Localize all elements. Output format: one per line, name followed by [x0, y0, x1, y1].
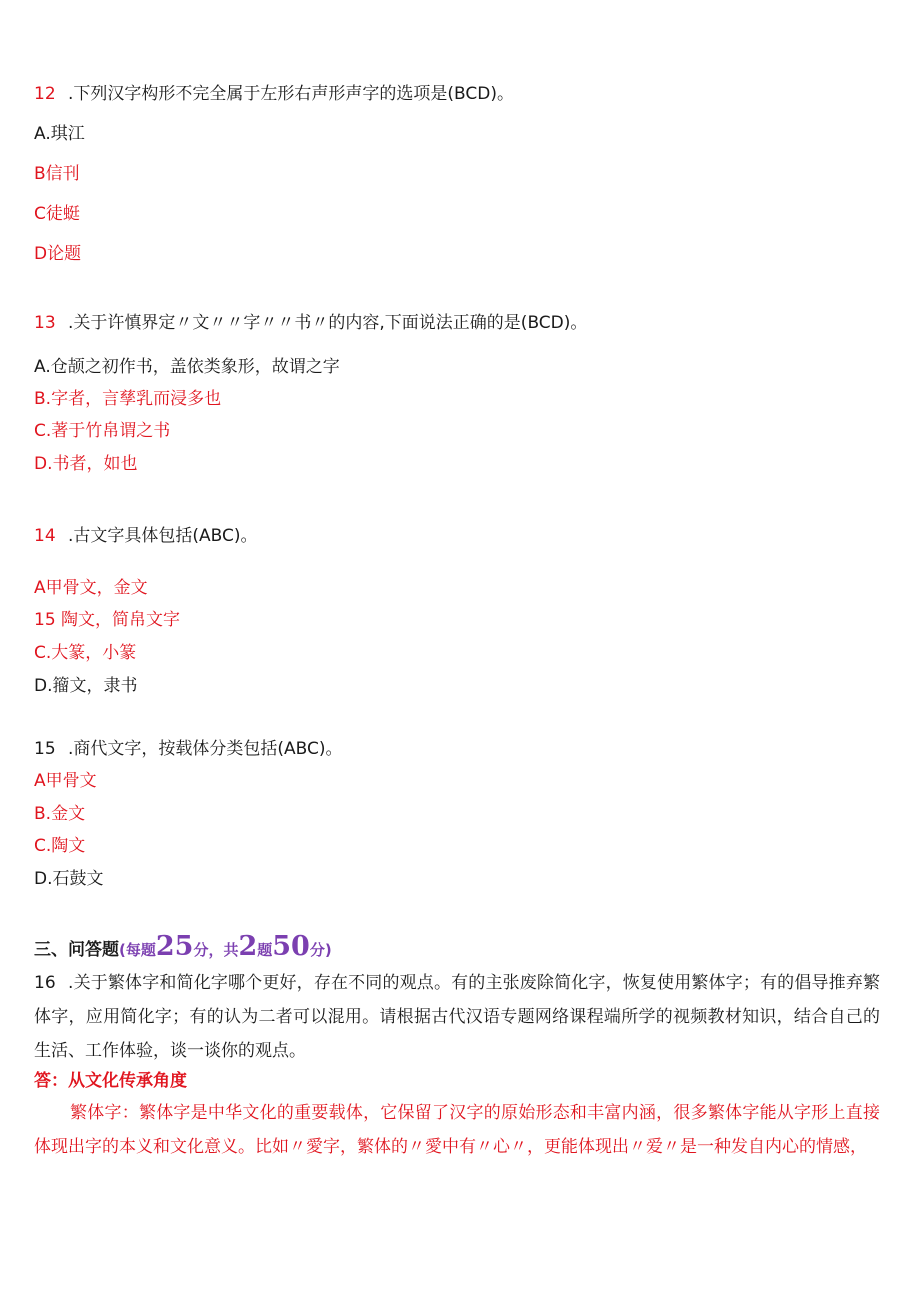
question-text: .古文字具体包括(ABC)。 [68, 526, 258, 546]
question-number: 16 [34, 973, 56, 993]
question-15 [34, 737, 343, 761]
option-a-answer: A甲骨文，金文 [34, 578, 148, 598]
option-c-answer: C.大篆，小篆 [34, 643, 137, 663]
score-count: 2 [238, 931, 258, 962]
score-total: 50 [272, 931, 310, 962]
option-d: D.籀文，隶书 [34, 676, 138, 696]
score-mid2: 题 [257, 941, 273, 959]
option-d-answer: D论题 [34, 244, 82, 264]
answer-heading: 答：从文化传承角度 [34, 1071, 187, 1091]
option-c-answer: C徒蜓 [34, 204, 80, 224]
option-a: A.琪江 [34, 124, 85, 144]
answer-body: 繁体字：繁体字是中华文化的重要载体，它保留了汉字的原始形态和丰富内涵，很多繁体字能从字形上直接体现出字的本义和文化意义。比如〃愛字，繁体的〃愛中有〃心〃，更能体现出〃爱〃是一种发自内心的情感， [34, 1103, 880, 1157]
option-b-answer: 15 陶文，简帛文字 [34, 610, 181, 630]
question-text: .下列汉字构形不完全属于左形右声形声字的选项是(BCD)。 [68, 84, 514, 104]
score-each: 25 [155, 931, 194, 962]
option-c-answer: C.陶文 [34, 836, 86, 856]
question-16 [34, 966, 880, 1068]
option-a-answer: A甲骨文 [34, 771, 97, 791]
option-d: D.石鼓文 [34, 869, 104, 889]
option-a: A.仓颉之初作书，盖依类象形，故谓之字 [34, 357, 340, 377]
section-title: 三、问答题 [34, 940, 119, 960]
question-number: 13 [34, 313, 56, 333]
score-open: (每题 [119, 941, 156, 959]
section-heading [34, 930, 332, 967]
question-14 [34, 524, 258, 548]
question-text: .关于繁体字和简化字哪个更好，存在不同的观点。有的主张废除简化字，恢复使用繁体字；有的倡导推弃繁体字，应用简化字；有的认为二者可以混用。请根据古代汉语专题网络课程端所学的视频教材知识，结合自己的生活、工作体验，谈一谈你的观点。 [34, 973, 880, 1061]
question-text: .关于许慎界定〃文〃〃字〃〃书〃的内容,下面说法正确的是(BCD)。 [68, 313, 588, 333]
question-text: .商代文字，按载体分类包括(ABC)。 [68, 739, 343, 759]
option-c-answer: C.著于竹帛谓之书 [34, 421, 171, 441]
option-b-answer: B.字者，言孳乳而浸多也 [34, 389, 222, 409]
question-number: 15 [34, 739, 56, 759]
score-info [119, 931, 332, 962]
score-close: 分) [309, 941, 332, 959]
question-number: 14 [34, 526, 56, 546]
question-13 [34, 311, 587, 335]
option-b-answer: B信刊 [34, 164, 80, 184]
option-b-answer: B.金文 [34, 804, 86, 824]
option-d-answer: D.书者，如也 [34, 454, 138, 474]
question-number: 12 [34, 84, 56, 104]
question-12 [34, 82, 514, 106]
score-mid: 分，共 [193, 941, 239, 959]
